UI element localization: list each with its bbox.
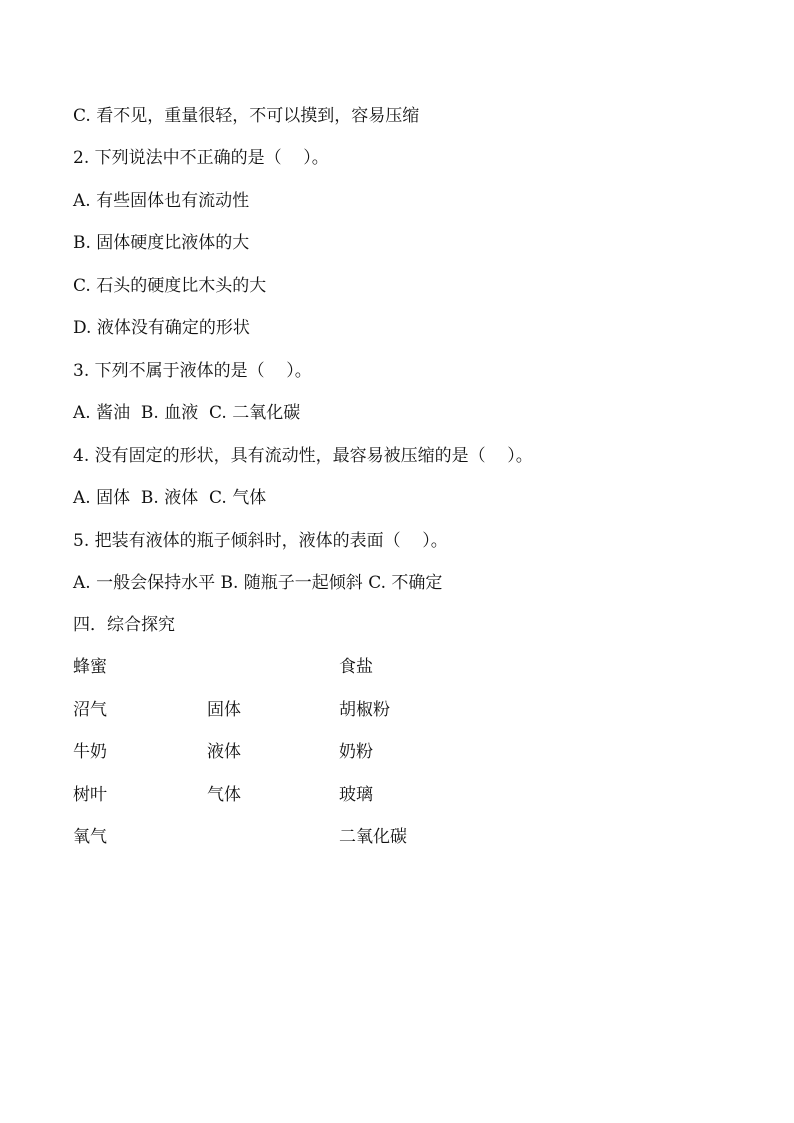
left-item: 蜂蜜 — [73, 657, 107, 677]
right-item: 二氧化碳 — [339, 827, 407, 847]
options-q4: A. 固体 B. 液体 C. 气体 — [73, 488, 267, 508]
middle-item: 液体 — [207, 742, 241, 762]
question-4: 4. 没有固定的形状，具有流动性，最容易被压缩的是（ ）。 — [73, 446, 533, 466]
right-item: 玻璃 — [339, 785, 373, 805]
section-4-title: 四．综合探究 — [73, 615, 175, 635]
right-item: 奶粉 — [339, 742, 373, 762]
left-item: 氧气 — [73, 827, 107, 847]
left-item: 沼气 — [73, 700, 107, 720]
right-item: 食盐 — [339, 657, 373, 677]
option-a-q2: A. 有些固体也有流动性 — [73, 191, 250, 211]
question-2: 2. 下列说法中不正确的是（ ）。 — [73, 148, 329, 168]
option-b-q2: B. 固体硬度比液体的大 — [73, 233, 250, 253]
middle-item: 固体 — [207, 700, 241, 720]
options-q5: A. 一般会保持水平 B. 随瓶子一起倾斜 C. 不确定 — [73, 573, 443, 593]
left-item: 牛奶 — [73, 742, 107, 762]
left-item: 树叶 — [73, 785, 107, 805]
option-d-q2: D. 液体没有确定的形状 — [73, 318, 250, 338]
option-c-q2: C. 石头的硬度比木头的大 — [73, 276, 267, 296]
question-5: 5. 把装有液体的瓶子倾斜时，液体的表面（ ）。 — [73, 531, 448, 551]
question-3: 3. 下列不属于液体的是（ ）。 — [73, 361, 312, 381]
right-item: 胡椒粉 — [339, 700, 390, 720]
option-c-q1: C. 看不见，重量很轻，不可以摸到，容易压缩 — [73, 106, 420, 126]
middle-item: 气体 — [207, 785, 241, 805]
options-q3: A. 酱油 B. 血液 C. 二氧化碳 — [73, 403, 301, 423]
